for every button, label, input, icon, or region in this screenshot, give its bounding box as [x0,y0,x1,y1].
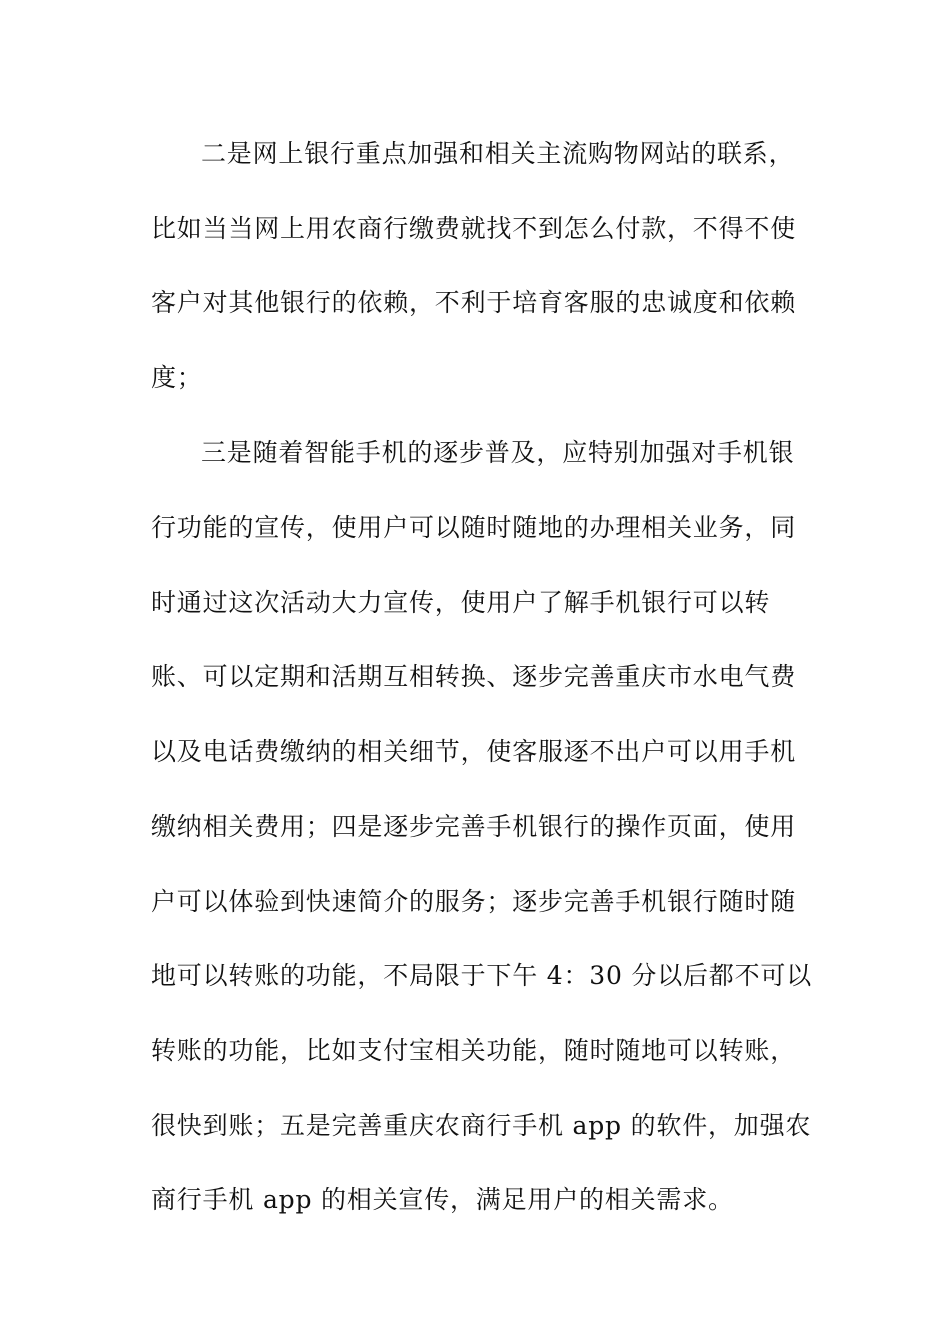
paragraph-line: 二是网上银行重点加强和相关主流购物网站的联系， [201,139,795,168]
paragraph-line: 度； [151,363,203,392]
paragraph-line: 转账的功能，比如支付宝相关功能，随时随地可以转账， [151,1036,797,1065]
paragraph-line: 户可以体验到快速简介的服务；逐步完善手机银行随时随 [151,887,797,916]
paragraph-line: 客户对其他银行的依赖，不利于培育客服的忠诚度和依赖 [151,288,797,317]
paragraph-line: 行功能的宣传，使用户可以随时随地的办理相关业务，同 [151,513,797,542]
paragraph-line: 比如当当网上用农商行缴费就找不到怎么付款，不得不使 [151,214,797,243]
paragraph-line: 很快到账；五是完善重庆农商行手机 app 的软件，加强农 [151,1111,812,1140]
paragraph-line: 时通过这次活动大力宣传，使用户了解手机银行可以转 [151,588,771,617]
paragraph-line: 账、可以定期和活期互相转换、逐步完善重庆市水电气费 [151,662,797,691]
paragraph-line: 商行手机 app 的相关宣传，满足用户的相关需求。 [151,1185,734,1214]
paragraph-line: 以及电话费缴纳的相关细节，使客服逐不出户可以用手机 [151,737,797,766]
paragraph-line: 缴纳相关费用；四是逐步完善手机银行的操作页面，使用 [151,812,797,841]
paragraph-line: 三是随着智能手机的逐步普及，应特别加强对手机银 [201,438,795,467]
paragraph-line: 地可以转账的功能，不局限于下午 4：30 分以后都不可以 [151,961,813,990]
